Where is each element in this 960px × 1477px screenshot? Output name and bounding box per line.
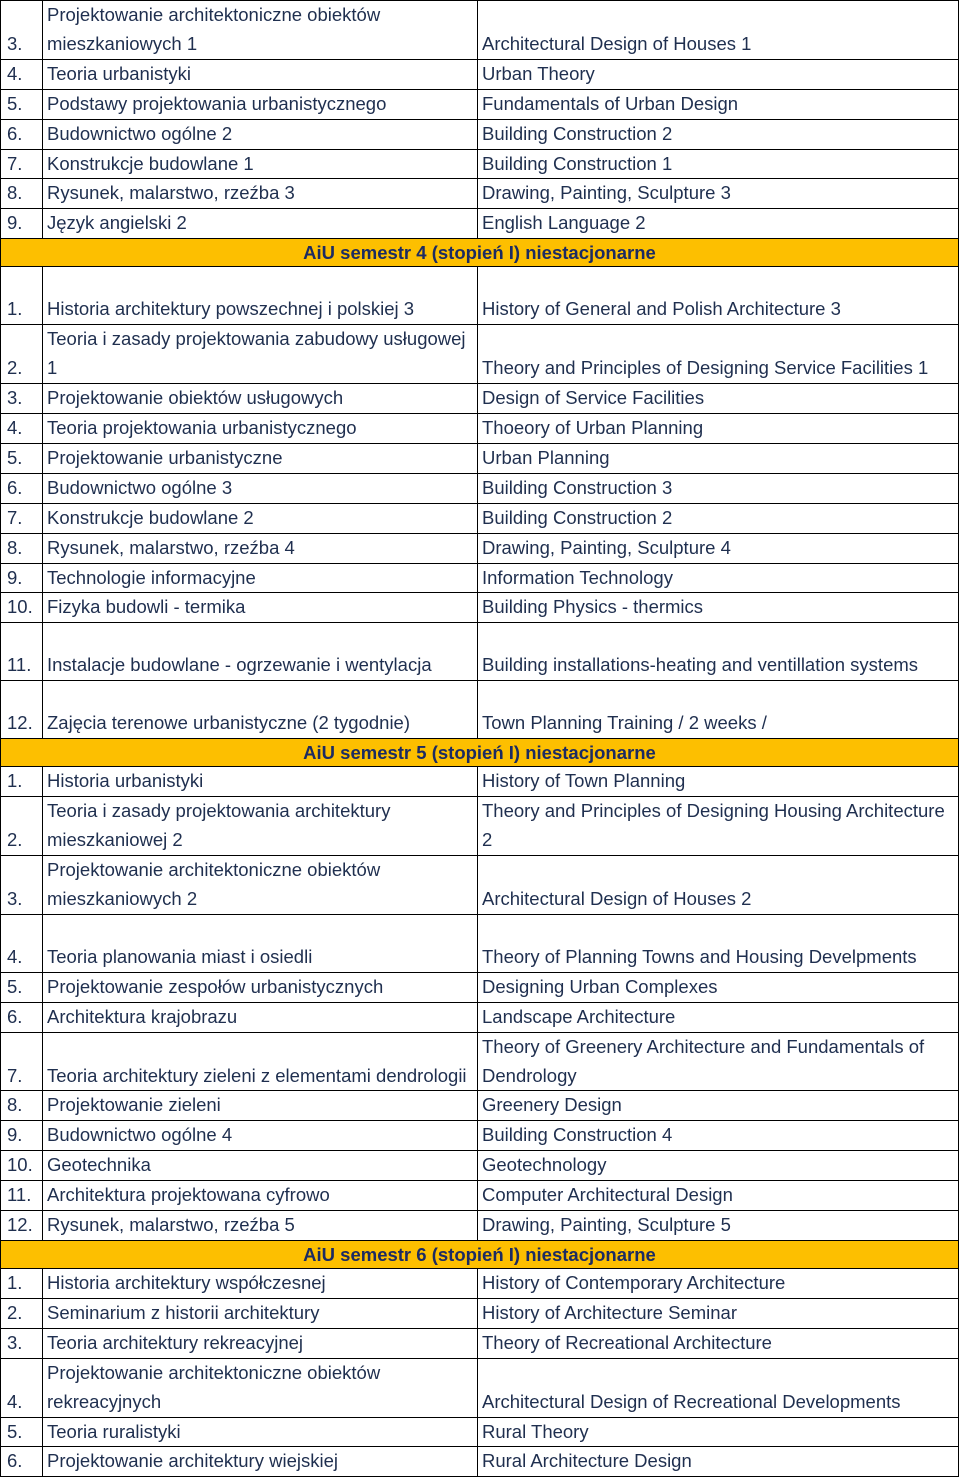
course-table-body — [1, 1, 959, 1477]
row-number: 8. — [1, 179, 43, 209]
course-name-polish: Projektowanie architektury wiejskiej — [43, 1447, 478, 1477]
row-number: 8. — [1, 1091, 43, 1121]
course-name-polish: Konstrukcje budowlane 2 — [43, 503, 478, 533]
course-name-english: Information Technology — [478, 563, 959, 593]
row-number: 6. — [1, 473, 43, 503]
course-name-polish: Projektowanie zieleni — [43, 1091, 478, 1121]
row-number: 7. — [1, 503, 43, 533]
course-name-english: Theory of Greenery Architecture and Fundamentals of Dendrology — [478, 1032, 959, 1091]
course-name-english: Building Construction 2 — [478, 119, 959, 149]
table-row — [1, 563, 959, 593]
table-row — [1, 1447, 959, 1477]
row-number: 3. — [1, 1, 43, 60]
course-name-english: Rural Architecture Design — [478, 1447, 959, 1477]
table-row — [1, 325, 959, 384]
course-name-english: Urban Planning — [478, 443, 959, 473]
row-number: 7. — [1, 1032, 43, 1091]
semester-header-row — [1, 239, 959, 267]
course-name-english: Town Planning Training / 2 weeks / — [478, 681, 959, 739]
course-name-english: Architectural Design of Houses 2 — [478, 856, 959, 915]
row-number: 1. — [1, 1269, 43, 1299]
row-number: 2. — [1, 1298, 43, 1328]
table-row — [1, 1091, 959, 1121]
course-name-english: Building Construction 4 — [478, 1121, 959, 1151]
row-number: 6. — [1, 119, 43, 149]
row-number: 11. — [1, 1181, 43, 1211]
course-name-english: Rural Theory — [478, 1417, 959, 1447]
table-row — [1, 119, 959, 149]
course-name-polish: Rysunek, malarstwo, rzeźba 4 — [43, 533, 478, 563]
course-name-polish: Rysunek, malarstwo, rzeźba 5 — [43, 1211, 478, 1241]
table-row — [1, 797, 959, 856]
course-name-english: History of Town Planning — [478, 767, 959, 797]
table-row — [1, 914, 959, 972]
course-name-polish: Konstrukcje budowlane 1 — [43, 149, 478, 179]
course-name-english: Landscape Architecture — [478, 1002, 959, 1032]
semester-header: AiU semestr 5 (stopień I) niestacjonarne — [1, 739, 959, 767]
row-number: 9. — [1, 1121, 43, 1151]
course-name-english: Theory of Recreational Architecture — [478, 1328, 959, 1358]
course-name-english: Theory of Planning Towns and Housing Develpments — [478, 914, 959, 972]
table-row — [1, 972, 959, 1002]
row-number: 12. — [1, 1211, 43, 1241]
row-number: 5. — [1, 1417, 43, 1447]
row-number: 4. — [1, 914, 43, 972]
row-number: 9. — [1, 209, 43, 239]
table-row — [1, 179, 959, 209]
course-name-polish: Architektura projektowana cyfrowo — [43, 1181, 478, 1211]
table-row — [1, 593, 959, 623]
row-number: 6. — [1, 1002, 43, 1032]
course-name-english: Building installations-heating and ventillation systems — [478, 623, 959, 681]
row-number: 5. — [1, 89, 43, 119]
semester-header: AiU semestr 6 (stopień I) niestacjonarne — [1, 1241, 959, 1269]
table-row — [1, 1032, 959, 1091]
course-name-polish: Projektowanie urbanistyczne — [43, 443, 478, 473]
course-name-english: Drawing, Painting, Sculpture 5 — [478, 1211, 959, 1241]
table-row — [1, 149, 959, 179]
course-name-polish: Projektowanie architektoniczne obiektów rekreacyjnych — [43, 1358, 478, 1417]
course-name-polish: Teoria planowania miast i osiedli — [43, 914, 478, 972]
course-name-polish: Teoria i zasady projektowania architektury mieszkaniowej 2 — [43, 797, 478, 856]
course-name-polish: Teoria ruralistyki — [43, 1417, 478, 1447]
table-row — [1, 1151, 959, 1181]
table-row — [1, 1358, 959, 1417]
semester-header-row — [1, 739, 959, 767]
table-row — [1, 1211, 959, 1241]
course-name-polish: Teoria i zasady projektowania zabudowy usługowej 1 — [43, 325, 478, 384]
course-name-polish: Seminarium z historii architektury — [43, 1298, 478, 1328]
course-name-polish: Budownictwo ogólne 3 — [43, 473, 478, 503]
course-name-polish: Projektowanie architektoniczne obiektów mieszkaniowych 2 — [43, 856, 478, 915]
row-number: 3. — [1, 856, 43, 915]
table-row — [1, 1328, 959, 1358]
course-name-english: Architectural Design of Recreational Developments — [478, 1358, 959, 1417]
table-row — [1, 1269, 959, 1299]
course-name-english: Designing Urban Complexes — [478, 972, 959, 1002]
table-row — [1, 1002, 959, 1032]
course-name-english: Theory and Principles of Designing Housing Architecture 2 — [478, 797, 959, 856]
course-name-polish: Projektowanie zespołów urbanistycznych — [43, 972, 478, 1002]
table-row — [1, 856, 959, 915]
course-name-polish: Teoria architektury zieleni z elementami dendrologii — [43, 1032, 478, 1091]
table-row — [1, 267, 959, 325]
row-number: 4. — [1, 59, 43, 89]
row-number: 5. — [1, 972, 43, 1002]
row-number: 2. — [1, 325, 43, 384]
row-number: 6. — [1, 1447, 43, 1477]
course-name-polish: Budownictwo ogólne 2 — [43, 119, 478, 149]
row-number: 2. — [1, 797, 43, 856]
table-row — [1, 533, 959, 563]
row-number: 7. — [1, 149, 43, 179]
table-row — [1, 443, 959, 473]
row-number: 10. — [1, 1151, 43, 1181]
table-row — [1, 413, 959, 443]
table-row — [1, 59, 959, 89]
row-number: 1. — [1, 767, 43, 797]
table-row — [1, 1181, 959, 1211]
table-row — [1, 1, 959, 60]
course-name-english: Geotechnology — [478, 1151, 959, 1181]
row-number: 1. — [1, 267, 43, 325]
course-name-polish: Fizyka budowli - termika — [43, 593, 478, 623]
table-row — [1, 89, 959, 119]
semester-header-row — [1, 1241, 959, 1269]
table-row — [1, 767, 959, 797]
course-name-polish: Historia architektury współczesnej — [43, 1269, 478, 1299]
table-row — [1, 1121, 959, 1151]
row-number: 3. — [1, 384, 43, 414]
course-name-english: Design of Service Facilities — [478, 384, 959, 414]
table-row — [1, 209, 959, 239]
table-row — [1, 503, 959, 533]
course-name-polish: Historia architektury powszechnej i polskiej 3 — [43, 267, 478, 325]
course-name-polish: Rysunek, malarstwo, rzeźba 3 — [43, 179, 478, 209]
course-name-polish: Instalacje budowlane - ogrzewanie i wentylacja — [43, 623, 478, 681]
row-number: 10. — [1, 593, 43, 623]
table-row — [1, 623, 959, 681]
row-number: 8. — [1, 533, 43, 563]
course-name-english: Building Construction 1 — [478, 149, 959, 179]
row-number: 9. — [1, 563, 43, 593]
course-name-english: Building Physics - thermics — [478, 593, 959, 623]
course-name-polish: Teoria projektowania urbanistycznego — [43, 413, 478, 443]
course-name-polish: Architektura krajobrazu — [43, 1002, 478, 1032]
row-number: 5. — [1, 443, 43, 473]
row-number: 4. — [1, 413, 43, 443]
course-name-english: Drawing, Painting, Sculpture 4 — [478, 533, 959, 563]
course-name-polish: Zajęcia terenowe urbanistyczne (2 tygodnie) — [43, 681, 478, 739]
course-name-english: Thoeory of Urban Planning — [478, 413, 959, 443]
course-name-english: Building Construction 2 — [478, 503, 959, 533]
course-name-english: Urban Theory — [478, 59, 959, 89]
semester-header: AiU semestr 4 (stopień I) niestacjonarne — [1, 239, 959, 267]
course-name-polish: Teoria architektury rekreacyjnej — [43, 1328, 478, 1358]
course-name-english: History of Contemporary Architecture — [478, 1269, 959, 1299]
course-name-english: History of Architecture Seminar — [478, 1298, 959, 1328]
table-row — [1, 681, 959, 739]
row-number: 11. — [1, 623, 43, 681]
row-number: 3. — [1, 1328, 43, 1358]
row-number: 4. — [1, 1358, 43, 1417]
course-name-english: History of General and Polish Architecture 3 — [478, 267, 959, 325]
course-name-polish: Projektowanie architektoniczne obiektów mieszkaniowych 1 — [43, 1, 478, 60]
table-row — [1, 384, 959, 414]
course-name-polish: Teoria urbanistyki — [43, 59, 478, 89]
course-name-english: English Language 2 — [478, 209, 959, 239]
table-row — [1, 473, 959, 503]
table-row — [1, 1417, 959, 1447]
table-row — [1, 1298, 959, 1328]
course-name-english: Computer Architectural Design — [478, 1181, 959, 1211]
course-name-english: Fundamentals of Urban Design — [478, 89, 959, 119]
course-name-polish: Historia urbanistyki — [43, 767, 478, 797]
course-name-polish: Technologie informacyjne — [43, 563, 478, 593]
course-name-polish: Budownictwo ogólne 4 — [43, 1121, 478, 1151]
course-name-english: Architectural Design of Houses 1 — [478, 1, 959, 60]
course-name-english: Theory and Principles of Designing Service Facilities 1 — [478, 325, 959, 384]
course-name-polish: Projektowanie obiektów usługowych — [43, 384, 478, 414]
course-name-polish: Podstawy projektowania urbanistycznego — [43, 89, 478, 119]
row-number: 12. — [1, 681, 43, 739]
course-name-english: Greenery Design — [478, 1091, 959, 1121]
course-name-english: Drawing, Painting, Sculpture 3 — [478, 179, 959, 209]
course-name-english: Building Construction 3 — [478, 473, 959, 503]
course-name-polish: Język angielski 2 — [43, 209, 478, 239]
course-name-polish: Geotechnika — [43, 1151, 478, 1181]
